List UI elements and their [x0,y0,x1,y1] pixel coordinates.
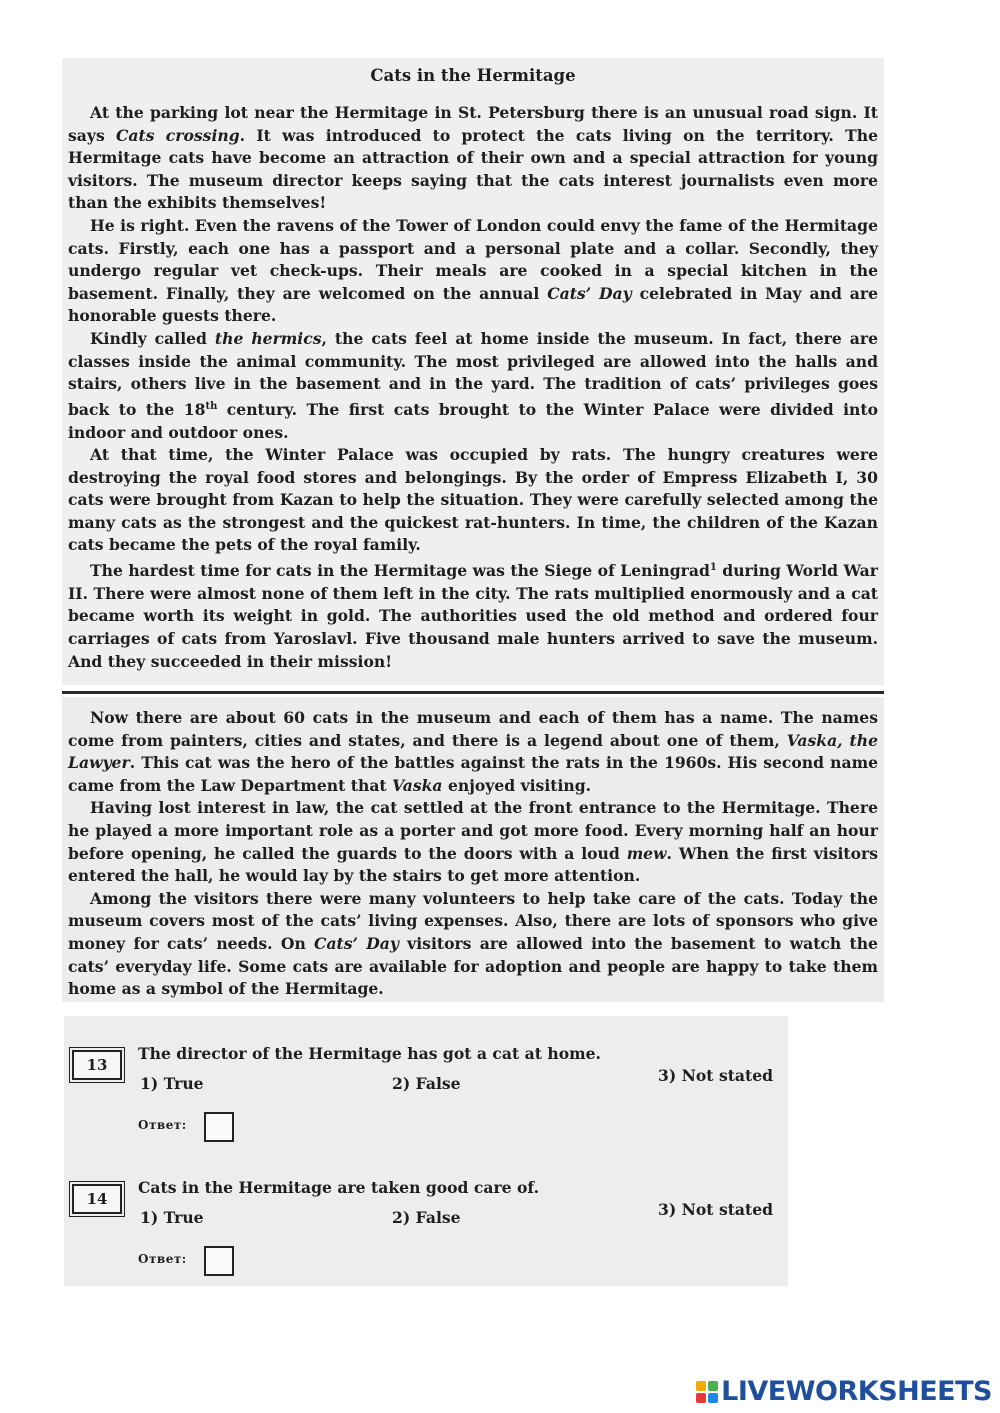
italic-text: Cats crossing [116,125,240,145]
paragraph-6 [68,707,878,797]
paragraph-7 [68,797,878,887]
text-run: during World War II. There were almost none of them left in the city. The rats multiplied enormously and a cat became worth its weight in gold. The authorities used the old method and ordered four carriages of cats from Yaroslavl. Five thousand male hunters arrived to save the museum. And they succeeded in their mission! [68,561,878,671]
paragraph-5 [68,557,878,673]
questions-section [64,1016,788,1286]
paragraph-2 [68,215,878,328]
section-divider [62,691,884,694]
text-run: Kindly called [90,328,215,348]
article-body-bottom [68,707,878,1001]
logo-square-2 [708,1381,718,1391]
article-scan-top [62,58,884,685]
question-text: Cats in the Hermitage are taken good care of. [138,1178,540,1197]
option-true: 1) True [140,1074,204,1093]
text-run: , the cats feel at home inside the museum. In fact, there are classes inside the animal community. The most privileged are allowed into the halls and stairs, others live in the basement and in the yard. The tradition of cats’ privileges goes back to the 18 [68,328,878,419]
option-true: 1) True [140,1208,204,1227]
option-false: 2) False [392,1208,461,1227]
paragraph-8 [68,888,878,1001]
option-not-stated: 3) Not stated [658,1066,774,1085]
article-scan-middle [62,697,884,1002]
question-14 [64,1176,788,1286]
question-text: The director of the Hermitage has got a cat at home. [138,1044,601,1063]
logo-square-1 [696,1381,706,1391]
paragraph-4 [68,444,878,557]
liveworksheets-logo-icon [696,1381,718,1403]
paragraph-3 [68,328,878,444]
question-13 [64,1042,788,1152]
option-not-stated: 3) Not stated [658,1200,774,1219]
italic-text: mew [626,843,667,863]
text-run: Having lost interest in law, the cat settled at the front entrance to the Hermitage. There he played a more important role as a porter and got more food. Every morning half an hour before opening, he called the guards to the doors with a loud [68,798,878,863]
text-run: He is right. Even the ravens of the Tower of London could envy the fame of the Hermitage cats. Firstly, each one has a passport and a personal plate and a collar. Secondly, they undergo regular vet check-ups. Their meals are cooked in a special kitchen in the basement. Finally, they are welcomed on the annual [68,215,878,303]
text-run: celebrated in May and are honorable guests there. [68,283,878,326]
text-run: visitors are allowed into the basement to watch the cats’ everyday life. Some cats are available for adoption and people are happy to take them home as a symbol of the Hermitage. [68,933,878,999]
text-run: . This cat was the hero of the battles against the rats in the 1960s. His second name came from the Law Department that [68,753,878,795]
logo-square-4 [708,1393,718,1403]
question-number: 13 [72,1050,122,1080]
superscript: th [205,400,218,412]
question-number: 14 [72,1184,122,1214]
text-run: The hardest time for cats in the Hermitage was the Siege of Leningrad [90,561,710,581]
text-run: century. The first cats brought to the Winter Palace were divided into indoor and outdoor ones. [68,399,878,442]
paragraph-1 [68,102,878,215]
article-body-top [68,102,878,673]
text-run: At that time, the Winter Palace was occupied by rats. The hungry creatures were destroying the royal food stores and belongings. By the order of Empress Elizabeth I, 30 cats were brought from Kazan to help the situation. They were carefully selected among the many cats as the strongest and the quickest rat-hunters. In time, the children of the Kazan cats became the pets of the royal family. [68,445,878,555]
text-run: . It was introduced to protect the cats living on the territory. The Hermitage cats have become an attraction of their own and a special attraction for young visitors. The museum director keeps saying that the cats interest journalists even more than the exhibits themselves! [68,125,879,213]
option-false: 2) False [392,1074,461,1093]
article-title: Cats in the Hermitage [370,66,576,85]
italic-text: Vaska, the Lawyer [68,730,878,773]
text-run: Now there are about 60 cats in the museum and each of them has a name. The names come from painters, cities and states, and there is a legend about one of them, [68,708,878,750]
answer-label: Ответ: [138,1252,187,1266]
answer-label: Ответ: [138,1118,187,1132]
text-run: . When the first visitors entered the hall, he would lay by the stairs to get more attention. [68,843,878,886]
logo-square-3 [696,1393,706,1403]
italic-text: Cats’ Day [314,933,399,953]
text-run: enjoyed visiting. [442,775,592,795]
superscript: 1 [709,562,717,574]
answer-input-14[interactable] [204,1246,234,1276]
liveworksheets-logo-text: LIVEWORKSHEETS [721,1376,992,1407]
italic-text: Cats’ Day [547,283,632,303]
answer-input-13[interactable] [204,1112,234,1142]
italic-text: the hermics [214,328,322,348]
text-run: At the parking lot near the Hermitage in St. Petersburg there is an unusual road sign. It says [68,103,878,145]
text-run: Among the visitors there were many volunteers to help take care of the cats. Today the museum covers most of the cats’ living expenses. Also, there are lots of sponsors who give money for cats’ needs. On [68,888,878,953]
liveworksheets-logo[interactable] [696,1376,992,1407]
italic-text: Vaska [392,775,443,795]
